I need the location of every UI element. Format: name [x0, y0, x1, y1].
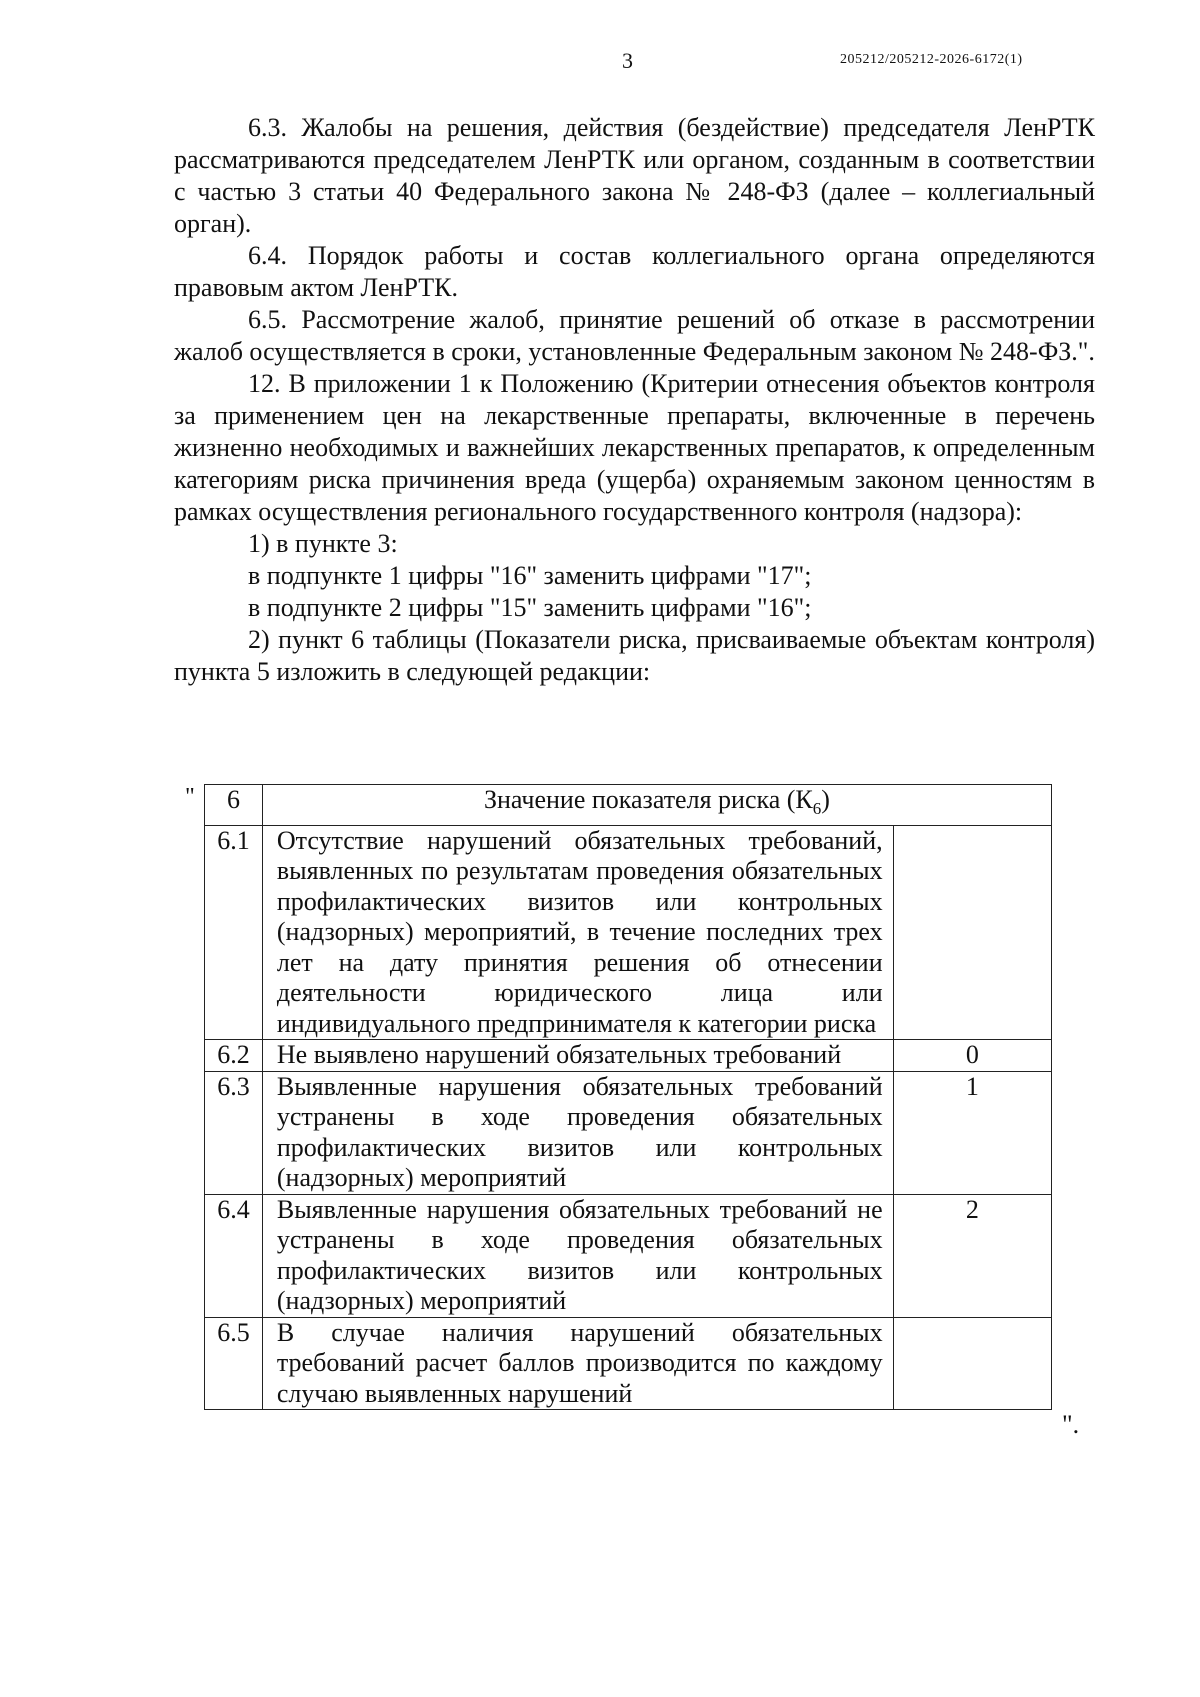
table-row — [205, 1194, 1052, 1317]
paragraph-6-5: 6.5. Рассмотрение жалоб, принятие решений об отказе в рассмотрении жалоб осуществляется в сроки, установленные Федеральным законом № 248-ФЗ.". — [174, 305, 1095, 366]
header-title-end: ) — [821, 785, 830, 814]
paragraph-6-3: 6.3. Жалобы на решения, действия (бездействие) председателя ЛенРТК рассматриваются председателем ЛенРТК или органом, созданным в соответствии с частью 3 статьи 40 Федерального закона № 248-ФЗ (далее – коллегиальный орган). — [174, 113, 1095, 238]
header-title-cell — [262, 785, 1051, 826]
table-row — [205, 1071, 1052, 1194]
row-description-cell: Не выявлено нарушений обязательных требований — [262, 1040, 893, 1072]
table-opening-quote: " — [185, 784, 195, 810]
item-2: 2) пункт 6 таблицы (Показатели риска, присваиваемые объектам контроля) пункта 5 изложить в следующей редакции: — [174, 625, 1095, 686]
subitem-2: в подпункте 2 цифры "15" заменить цифрами "16"; — [248, 593, 812, 622]
table-row — [205, 825, 1052, 1040]
page-number: 3 — [622, 48, 633, 73]
table-header-row — [205, 785, 1052, 826]
document-body — [174, 112, 1095, 688]
row-value-cell: 1 — [893, 1071, 1051, 1194]
risk-indicator-table — [204, 784, 1052, 1410]
row-number-cell: 6.1 — [205, 825, 263, 1040]
header-title: Значение показателя риска (К — [483, 785, 813, 814]
row-description-cell: Выявленные нарушения обязательных требований устранены в ходе проведения обязательных профилактических визитов или контрольных (надзорных) мероприятий — [262, 1071, 893, 1194]
row-number-cell: 6.5 — [205, 1317, 263, 1410]
row-description-cell: Отсутствие нарушений обязательных требований, выявленных по результатам проведения обязательных профилактических визитов или контрольных (надзорных) мероприятий, в течение последних трех лет на дату принятия решения об отнесении деятельности юридического лица или индивидуального предпринимателя к категории риска — [262, 825, 893, 1040]
row-number-cell: 6.4 — [205, 1194, 263, 1317]
row-value-cell: 2 — [893, 1194, 1051, 1317]
item-1: 1) в пункте 3: — [248, 529, 398, 558]
row-description-cell: В случае наличия нарушений обязательных требований расчет баллов производится по каждому случаю выявленных нарушений — [262, 1317, 893, 1410]
table-row — [205, 1317, 1052, 1410]
table-closing-quote: ". — [1062, 1410, 1080, 1439]
row-number-cell: 6.3 — [205, 1071, 263, 1194]
row-description-cell: Выявленные нарушения обязательных требований не устранены в ходе проведения обязательных профилактических визитов или контрольных (надзорных) мероприятий — [262, 1194, 893, 1317]
header-title-subscript: 6 — [812, 799, 822, 819]
header-number-cell: 6 — [205, 785, 263, 826]
row-value-cell — [893, 1317, 1051, 1410]
subitem-1: в подпункте 1 цифры "16" заменить цифрами "17"; — [248, 561, 812, 590]
table-row — [205, 1040, 1052, 1072]
row-value-cell: 0 — [893, 1040, 1051, 1072]
paragraph-12: 12. В приложении 1 к Положению (Критерии отнесения объектов контроля за применением цен на лекарственные препараты, включенные в перечень жизненно необходимых и важнейших лекарственных препаратов, к определенным категориям риска причинения вреда (ущерба) охраняемым законом ценностям в рамках осуществления регионального государственного контроля (надзора): — [174, 369, 1095, 526]
row-number-cell: 6.2 — [205, 1040, 263, 1072]
row-value-cell — [893, 825, 1051, 1040]
document-code: 205212/205212-2026-6172(1) — [840, 52, 1023, 67]
paragraph-6-4: 6.4. Порядок работы и состав коллегиального органа определяются правовым актом ЛенРТК. — [174, 241, 1095, 302]
